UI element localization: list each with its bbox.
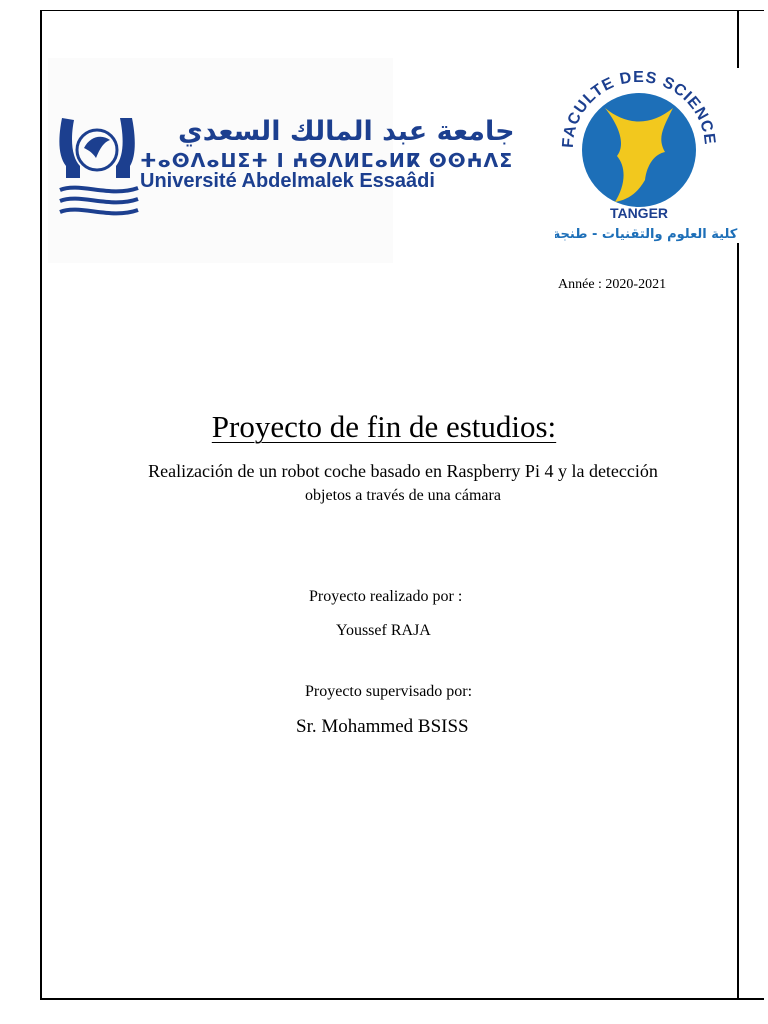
document-title-text: Proyecto de fin de estudios:	[211, 409, 557, 444]
faculty-logo	[555, 68, 765, 243]
university-name-latin: Université Abdelmalek Essaâdi	[140, 170, 435, 192]
university-emblem-icon	[52, 108, 147, 223]
project-subtitle-line-2: objetos a través de una cámara	[305, 487, 501, 504]
supervisor-name: Sr. Mohammed BSISS	[296, 716, 469, 737]
university-name-tifinagh: ⵜⴰⵙⴷⴰⵡⵉⵜ ⵏ ⵄⴱⴷⵍⵎⴰⵍⴽ ⵙⵙⵄⴷⵉ	[140, 150, 514, 172]
academic-year: Année : 2020-2021	[558, 277, 667, 292]
faculty-city: TANGER	[609, 205, 669, 221]
document-title	[0, 409, 768, 445]
author-name: Youssef RAJA	[336, 622, 431, 639]
faculty-name-arabic: كلية العلوم والتقنيات - طنجة	[555, 227, 738, 242]
university-name-arabic: جامعة عبد المالك السعدي	[178, 116, 515, 147]
university-logo	[48, 58, 515, 263]
page-border-right	[737, 240, 739, 1000]
project-subtitle-line-1: Realización de un robot coche basado en Raspberry Pi 4 y la detección	[148, 461, 658, 481]
page-border-right-top	[737, 10, 739, 70]
faculty-emblem-icon	[555, 68, 765, 243]
faculty-ring-text: FACULTE DES SCIENCE	[559, 68, 719, 149]
author-label: Proyecto realizado por :	[309, 588, 463, 605]
supervisor-label: Proyecto supervisado por:	[305, 683, 473, 700]
